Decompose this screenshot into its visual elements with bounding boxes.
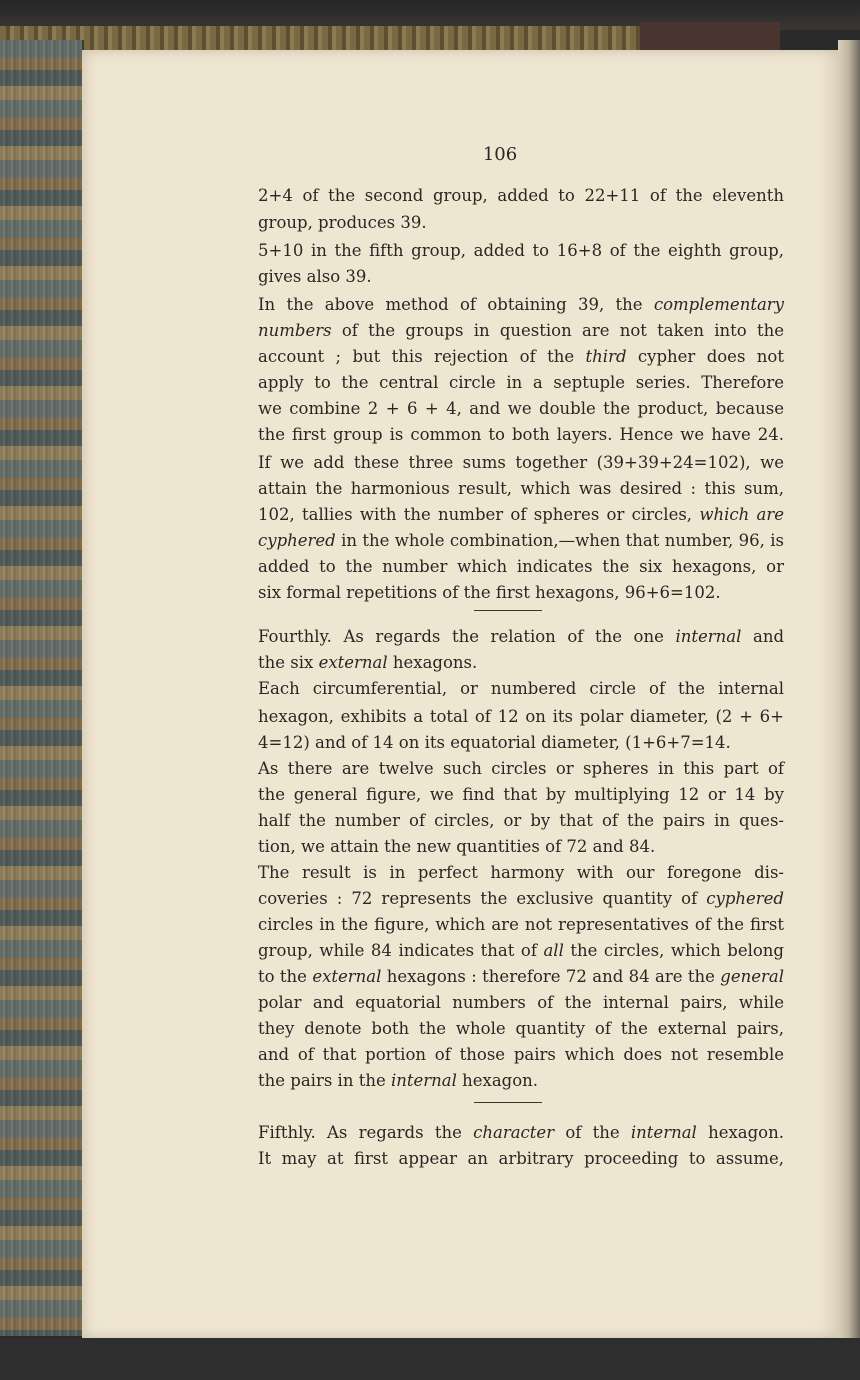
text-segment: tion, we attain the new quantities of 72 and 84. — [258, 837, 656, 856]
italic-text: all — [543, 941, 564, 960]
text-segment: half the number of circles, or by that of the pairs in ques- — [258, 811, 784, 830]
text-line — [258, 704, 784, 730]
text-segment: group, while 84 indicates that of — [258, 941, 544, 960]
text-segment: circles in the figure, which are not representatives of the first — [258, 915, 784, 934]
italic-text: internal — [630, 1123, 697, 1142]
text-line — [258, 264, 784, 290]
text-segment: group, produces 39. — [258, 213, 427, 232]
text-segment: hexagon. — [696, 1123, 784, 1142]
text-line — [258, 370, 784, 396]
scan-bottom-background — [0, 1338, 860, 1380]
text-line — [258, 396, 784, 422]
text-line — [258, 450, 784, 476]
text-segment: attain the harmonious result, which was desired : this sum, — [258, 479, 784, 498]
text-line — [258, 676, 784, 702]
italic-text: internal — [390, 1071, 457, 1090]
text-line — [258, 624, 784, 650]
text-line — [258, 834, 784, 860]
section-divider — [474, 610, 542, 611]
text-line — [258, 554, 784, 580]
text-segment: the general figure, we find that by multiplying 12 or 14 by — [258, 785, 784, 804]
text-segment: In the above method of obtaining 39, the — [258, 295, 654, 314]
text-line — [258, 502, 784, 528]
text-segment: and of that portion of those pairs which does not resemble — [258, 1045, 784, 1064]
text-line — [258, 292, 784, 318]
text-segment: the first group is common to both layers. Hence we have 24. — [258, 425, 784, 444]
text-line — [258, 528, 784, 554]
italic-text: third — [585, 347, 627, 366]
text-line — [258, 912, 784, 938]
italic-text: numbers — [258, 321, 332, 340]
text-segment: Fourthly. As regards the relation of the one — [258, 627, 676, 646]
text-line — [258, 886, 784, 912]
italic-text: internal — [675, 627, 742, 646]
italic-text: external — [318, 653, 388, 672]
text-segment: the pairs in the — [258, 1071, 391, 1090]
text-line — [258, 964, 784, 990]
text-segment: account ; but this rejection of the — [258, 347, 586, 366]
text-segment: It may at first appear an arbitrary proceeding to assume, — [258, 1149, 784, 1168]
text-line — [258, 580, 784, 606]
text-line — [258, 238, 784, 264]
text-segment: six formal repetitions of the first hexagons, 96+6=102. — [258, 583, 721, 602]
text-segment: they denote both the whole quantity of the external pairs, — [258, 1019, 784, 1038]
text-segment: of the — [554, 1123, 631, 1142]
text-line — [258, 650, 784, 676]
italic-text: complementary — [653, 295, 784, 314]
text-line — [258, 808, 784, 834]
italic-text: general — [720, 967, 784, 986]
text-segment: the circles, which belong — [563, 941, 784, 960]
text-segment: 4=12) and of 14 on its equatorial diameter, (1+6+7=14. — [258, 733, 731, 752]
text-line — [258, 422, 784, 448]
text-segment: coveries : 72 represents the exclusive quantity of — [258, 889, 707, 908]
text-segment: hexagons. — [387, 653, 478, 672]
italic-text: character — [473, 1123, 555, 1142]
text-segment: As there are twelve such circles or spheres in this part of — [258, 759, 784, 778]
page-number: 106 — [482, 144, 518, 165]
text-line — [258, 1120, 784, 1146]
text-segment: Fifthly. As regards the — [258, 1123, 474, 1142]
text-line — [258, 1068, 784, 1094]
text-line — [258, 860, 784, 886]
text-segment: of the groups in question are not taken into the — [331, 321, 784, 340]
text-line — [258, 938, 784, 964]
text-line — [258, 1016, 784, 1042]
section-divider — [474, 1102, 542, 1103]
text-line — [258, 344, 784, 370]
text-segment: we combine 2 + 6 + 4, and we double the product, because — [258, 399, 784, 418]
page-right-edge — [838, 40, 860, 1338]
text-segment: and — [741, 627, 785, 646]
text-segment: hexagon, exhibits a total of 12 on its polar diameter, (2 + 6+ — [258, 707, 784, 726]
text-line — [258, 756, 784, 782]
text-segment: in the whole combination,—when that number, 96, is — [335, 531, 784, 550]
italic-text: cyphered — [258, 531, 336, 550]
text-segment: apply to the central circle in a septuple series. Therefore — [258, 373, 784, 392]
text-segment: cypher does not — [626, 347, 784, 366]
marbled-page-edges — [0, 40, 84, 1336]
book-cover-corner — [640, 22, 780, 50]
text-segment: added to the number which indicates the six hexagons, or — [258, 557, 784, 576]
italic-text: which are — [699, 505, 784, 524]
text-line — [258, 990, 784, 1016]
italic-text: cyphered — [706, 889, 784, 908]
text-line — [258, 210, 784, 236]
text-segment: The result is in perfect harmony with our foregone dis- — [258, 863, 784, 882]
text-line — [258, 183, 784, 209]
text-line — [258, 318, 784, 344]
text-segment: 102, tallies with the number of spheres or circles, — [258, 505, 700, 524]
text-segment: Each circumferential, or numbered circle of the internal — [258, 679, 784, 698]
text-segment: gives also 39. — [258, 267, 372, 286]
text-segment: 2+4 of the second group, added to 22+11 of the eleventh — [258, 186, 784, 205]
text-line — [258, 1042, 784, 1068]
text-segment: hexagon. — [456, 1071, 539, 1090]
text-line — [258, 476, 784, 502]
text-segment: polar and equatorial numbers of the internal pairs, while — [258, 993, 784, 1012]
text-line — [258, 730, 784, 756]
text-segment: to the — [258, 967, 313, 986]
text-segment: hexagons : therefore 72 and 84 are the — [381, 967, 721, 986]
text-segment: 5+10 in the fifth group, added to 16+8 of the eighth group, — [258, 241, 784, 260]
text-line — [258, 1146, 784, 1172]
text-line — [258, 782, 784, 808]
text-segment: If we add these three sums together (39+39+24=102), we — [258, 453, 784, 472]
text-segment: the six — [258, 653, 319, 672]
italic-text: external — [312, 967, 382, 986]
